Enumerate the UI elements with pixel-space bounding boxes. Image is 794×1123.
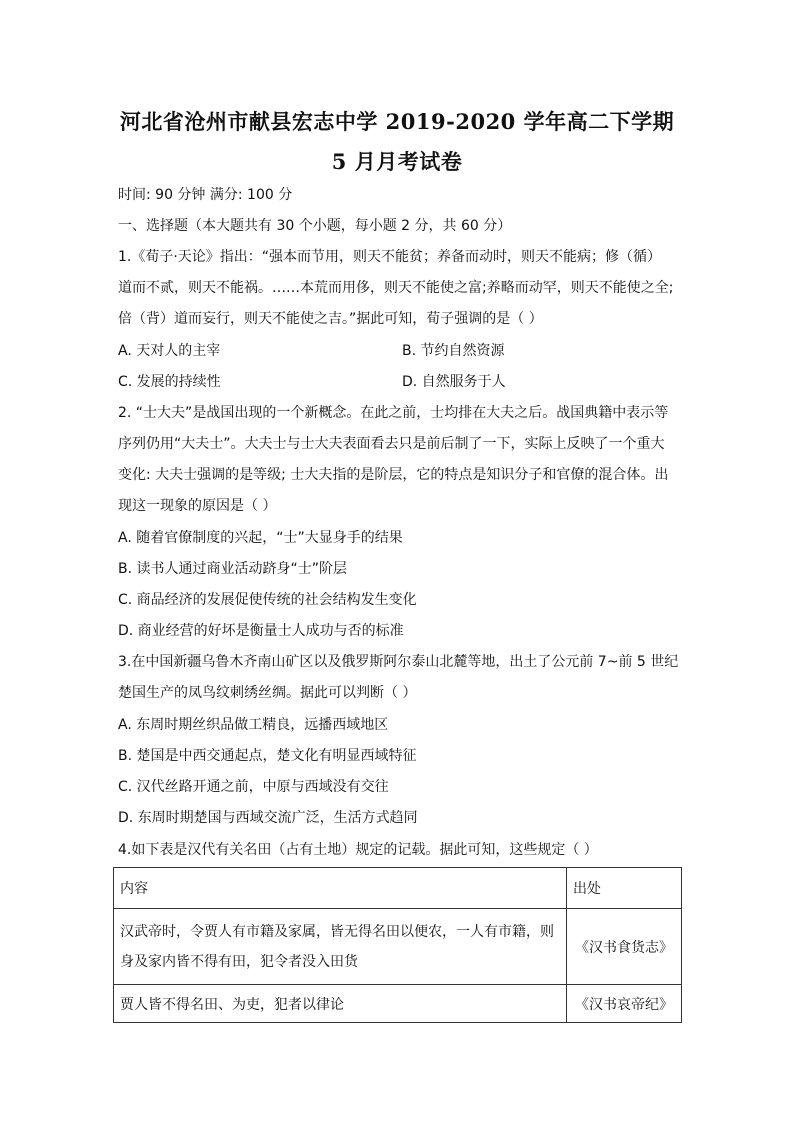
q2-line-2: 序列仍用“大夫士”。大夫士与士大夫表面看去只是前后制了一下，实际上反映了一个重大 (118, 436, 665, 452)
q2-line-3: 变化: 大夫士强调的是等级; 士大夫指的是阶层，它的特点是知识分子和官僚的混合体。出 (118, 467, 669, 483)
q1-line-1: 1.《荀子·天论》指出：“强本而节用，则天不能贫；养备而动时，则天不能病；修（循） (118, 249, 662, 265)
q1-line-3: 倍（背）道而妄行，则天不能使之吉。”据此可知，荀子强调的是（ ） (118, 311, 543, 327)
q2-option-c: C. 商品经济的发展促使传统的社会结构发生变化 (118, 592, 417, 608)
q1-option-b: B. 节约自然资源 (402, 343, 505, 359)
q3-option-c: C. 汉代丝路开通之前，中原与西域没有交往 (118, 779, 389, 795)
q2-line-4: 现这一现象的原因是（ ） (118, 498, 277, 514)
exam-title-line1: 河北省沧州市献县宏志中学 2019-2020 学年高二下学期 (119, 109, 675, 134)
q3-option-d: D. 东周时期楚国与西域交流广泛，生活方式趋同 (118, 810, 418, 826)
table-cell-line: 身及家内皆不得有田，犯令者没入田货 (120, 953, 358, 970)
q2-option-d: D. 商业经营的好坏是衡量士人成功与否的标准 (118, 623, 404, 639)
q2-line-1: 2. “士大夫”是战国出现的一个新概念。在此之前，士均排在大夫之后。战国典籍中表示等 (118, 405, 669, 421)
q1-line-2: 道而不贰，则天不能祸。……本荒而用侈，则天不能使之富;养略而动罕，则天不能使之全; (118, 280, 674, 296)
exam-title-line2: 5 月月考试卷 (331, 149, 463, 174)
q4-table (113, 867, 682, 1023)
table-cell-line: 汉武帝时，令贾人有市籍及家属，皆无得名田以便农，一人有市籍，则 (120, 923, 554, 940)
q3-option-b: B. 楚国是中西交通起点，楚文化有明显西域特征 (118, 748, 417, 764)
q1-option-c: C. 发展的持续性 (118, 374, 221, 390)
table-row (114, 909, 682, 985)
q2-option-a: A. 随着官僚制度的兴起，“士”大显身手的结果 (118, 530, 403, 546)
table-header-content: 内容 (114, 868, 567, 909)
section-heading: 一、选择题（本大题共有 30 个小题，每小题 2 分，共 60 分） (118, 218, 512, 234)
table-cell-source: 《汉书食货志》 (567, 909, 682, 985)
exam-meta: 时间: 90 分钟 满分: 100 分 (118, 187, 293, 203)
q3-option-a: A. 东周时期丝织品做工精良，远播西域地区 (118, 717, 389, 733)
table-cell-content: 贾人皆不得名田、为吏，犯者以律论 (114, 985, 567, 1023)
table-header-source: 出处 (567, 868, 682, 909)
q1-option-a: A. 天对人的主宰 (118, 343, 221, 359)
table-cell-source: 《汉书哀帝纪》 (567, 985, 682, 1023)
q4-line-1: 4.如下表是汉代有关名田（占有土地）规定的记载。据此可知，这些规定（ ） (118, 842, 598, 858)
table-row (114, 985, 682, 1023)
q2-option-b: B. 读书人通过商业活动跻身“士”阶层 (118, 561, 348, 577)
table-cell-content (114, 909, 567, 985)
table-header-row (114, 868, 682, 909)
q3-line-1: 3.在中国新疆乌鲁木齐南山矿区以及俄罗斯阿尔泰山北麓等地，出土了公元前 7~前 5 世纪 (118, 654, 679, 670)
q3-line-2: 楚国生产的凤鸟纹刺绣丝绸。据此可以判断（ ） (118, 685, 417, 701)
q1-option-d: D. 自然服务于人 (402, 374, 506, 390)
